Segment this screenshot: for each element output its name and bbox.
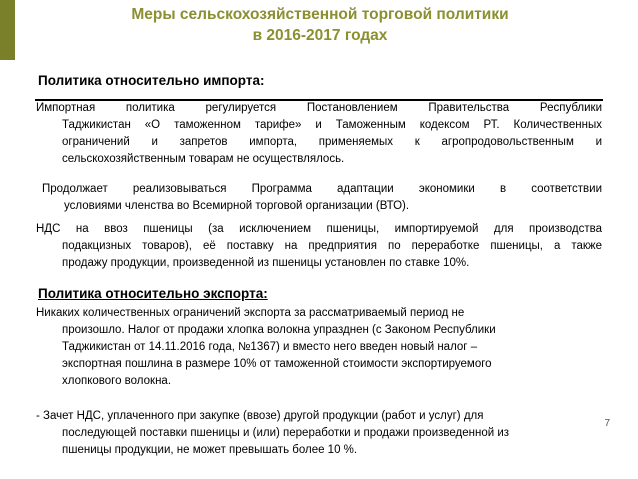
text-line: сельскохозяйственным товарам не осуществлялось. <box>62 153 345 165</box>
import-paragraph-3 <box>36 221 602 272</box>
title-line-2: в 2016-2017 годах <box>252 27 388 44</box>
text-line: Никаких количественных ограничений экспорта за рассматриваемый период не <box>36 307 465 319</box>
text-line: продажу продукции, произведенной из пшеницы установлен по ставке 10%. <box>62 257 470 269</box>
text-line: произошло. Налог от продажи хлопка волокна упразднен (с Законом Республики <box>62 324 496 336</box>
export-paragraph-2 <box>36 408 602 459</box>
text-line: пшеницы продукции, не может превышать более 10 %. <box>62 444 358 456</box>
import-heading: Политика относительно импорта: <box>38 73 265 88</box>
title-line-1: Меры сельскохозяйственной торговой политики <box>131 6 509 23</box>
accent-bar <box>0 0 15 60</box>
text-line: экспортная пошлина в размере 10% от таможенной стоимости экспортируемого <box>62 358 492 370</box>
text-line: условиями членства во Всемирной торговой организации (ВТО). <box>64 200 410 212</box>
import-paragraph-1 <box>36 100 602 168</box>
import-paragraph-2 <box>42 181 602 215</box>
text-line: НДС на ввоз пшеницы (за исключением пшеницы, импортируемой для производства <box>36 223 602 235</box>
text-line: Таджикистан «О таможенном тарифе» и Таможенным кодексом РТ. Количественных <box>62 119 602 131</box>
text-line: Таджикистан от 14.11.2016 года, №1367) и вместо него введен новый налог – <box>62 341 478 353</box>
page-number: 7 <box>604 418 610 429</box>
export-heading: Политика относительно экспорта: <box>38 286 268 301</box>
text-line: последующей поставки пшеницы и (или) переработки и продажи произведенной из <box>62 427 510 439</box>
text-line: ограничений и запретов импорта, применяемых к агропродовольственным и <box>62 136 602 148</box>
text-line: хлопкового волокна. <box>62 375 172 387</box>
text-line: - Зачет НДС, уплаченного при закупке (ввозе) другой продукции (работ и услуг) для <box>36 410 484 422</box>
export-paragraph-1 <box>36 305 602 390</box>
text-line: Продолжает реализовываться Программа адаптации экономики в соответствии <box>42 183 602 195</box>
slide-title <box>40 4 600 46</box>
text-line: Импортная политика регулируется Постановлением Правительства Республики <box>36 102 602 114</box>
text-line: подакцизных товаров), её поставку на предприятия по переработке пшеницы, а также <box>62 240 602 252</box>
